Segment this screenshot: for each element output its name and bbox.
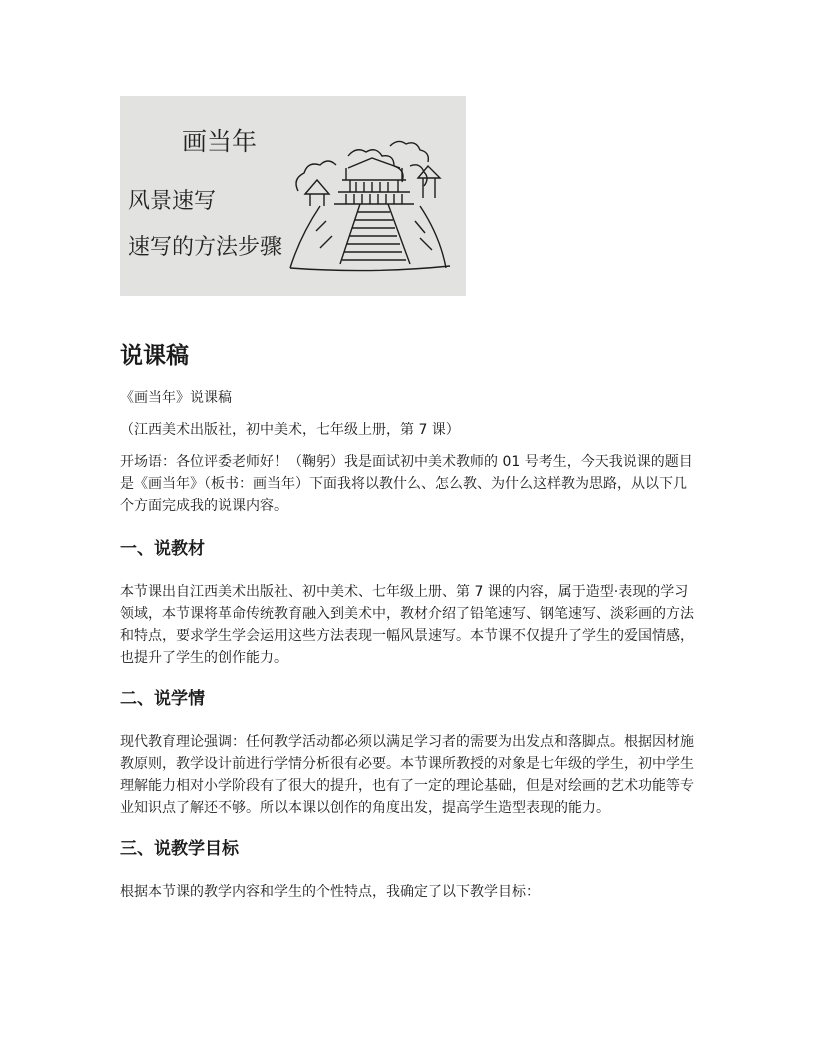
publisher-note: （江西美术出版社，初中美术，七年级上册，第 7 课） bbox=[120, 422, 460, 438]
landscape-sketch-image bbox=[120, 96, 466, 296]
section-body-teaching-material: 本节课出自江西美术出版社、初中美术、七年级上册、第 7 课的内容，属于造型·表现的学习领域，本节课将革命传统教育融入到美术中，教材介绍了铅笔速写、钢笔速写、淡彩画的方法和特点，要求学生学会运用这些方法表现一幅风景速写。本节课不仅提升了学生的爱国情感，也提升了学生的创作能力。 bbox=[120, 584, 694, 666]
handwritten-line-2: 速写的方法步骤 bbox=[128, 235, 283, 260]
sketch-photo bbox=[120, 96, 466, 296]
section-heading-teaching-material: 一、说教材 bbox=[120, 539, 205, 559]
section-body-teaching-goals: 根据本节课的教学内容和学生的个性特点，我确定了以下教学目标： bbox=[120, 884, 540, 900]
section-body-student-analysis: 现代教育理论强调：任何教学活动都必须以满足学习者的需要为出发点和落脚点。根据因材施教原则，教学设计前进行学情分析很有必要。本节课所教授的对象是七年级的学生，初中学生理解能力相对小学阶段有了很大的提升，也有了一定的理论基础，但是对绘画的艺术功能等专业知识点了解还不够。所以本课以创作的角度出发，提高学生造型表现的能力。 bbox=[120, 734, 694, 816]
handwritten-line-1: 风景速写 bbox=[128, 189, 217, 214]
section-heading-teaching-goals: 三、说教学目标 bbox=[120, 839, 239, 859]
handwritten-title: 画当年 bbox=[182, 127, 258, 156]
lesson-subtitle: 《画当年》说课稿 bbox=[120, 390, 232, 406]
opening-paragraph: 开场语：各位评委老师好！（鞠躬）我是面试初中美术教师的 01 号考生，今天我说课的题目是《画当年》（板书：画当年）下面我将以教什么、怎么教、为什么这样教为思路，从以下几个方面完成我的说课内容。 bbox=[120, 454, 693, 514]
section-heading-student-analysis: 二、说学情 bbox=[120, 689, 205, 709]
document-page bbox=[120, 96, 698, 903]
document-title: 说课稿 bbox=[120, 343, 189, 369]
